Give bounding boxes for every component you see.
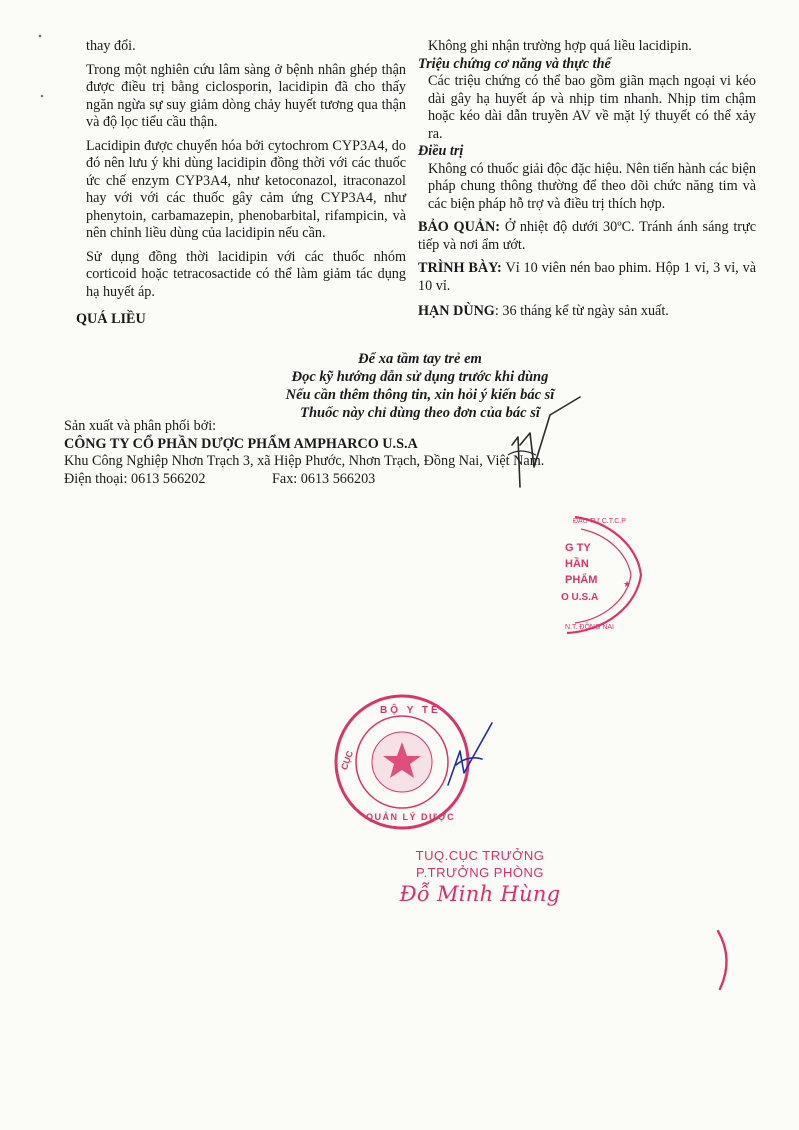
stamp-line-2: HẦN (565, 558, 589, 570)
fax-number: Fax: 0613 566203 (272, 470, 376, 487)
expiry-label: HẠN DÙNG (418, 303, 495, 319)
presentation-label: TRÌNH BÀY: (418, 260, 502, 276)
official-title-2: P.TRƯỞNG PHÒNG (416, 865, 544, 880)
stamp-ring-bottom: N.T. ĐỒNG NAI (565, 624, 615, 631)
company-stamp (545, 505, 655, 640)
overdose-text: Không ghi nhận trường hợp quá liều lacidipin. (428, 38, 692, 54)
company-address: Khu Công Nghiệp Nhơn Trạch 3, xã Hiệp Phước, Nhơn Trạch, Đồng Nai, Việt Nam. (64, 453, 545, 469)
presentation-text: Vỉ 10 viên nén bao phim. Hộp 1 vỉ, 3 vỉ, và 10 vỉ. (418, 260, 757, 294)
storage-text: Ở nhiệt độ dưới 30ºC. Tránh ánh sáng trực tiếp và nơi ẩm ướt. (418, 219, 757, 253)
official-signature-mark (438, 715, 498, 795)
treatment-heading: Điều trị (418, 143, 464, 159)
cyp3a4-paragraph: Lacidipin được chuyển hóa bởi cytochrom CYP3A4, do đó nên lưu ý khi dùng lacidipin đồng thời với các thuốc ức chế enzym CYP3A4, như ketoconazol, itraconazol hay với với các thuốc gây cảm ứng CYP3A4, như phenytoin, carbamazepin, phenobarbital, rifampicin, và nên chỉnh liều dùng của lacidipin nếu cần. (86, 137, 406, 241)
margin-marks (30, 30, 50, 110)
symptoms-heading: Triệu chứng cơ năng và thực thể (418, 55, 611, 72)
overdose-heading: QUÁ LIỀU (76, 311, 146, 327)
interaction-text-end: thay đổi. (86, 38, 136, 54)
symptoms-text: Các triệu chứng có thể bao gồm giãn mạch ngoại vi kéo dài gây hạ huyết áp và nhịp tim nhanh. Nhịp tim chậm hoặc kéo dài dẫn truyền AV về mặt lý thuyết có thể xảy ra. (428, 73, 756, 142)
left-column (76, 38, 406, 335)
warning-prescription-only: Thuốc này chỉ dùng theo đơn của bác sĩ (300, 405, 540, 421)
corticoid-paragraph: Sử dụng đồng thời lacidipin với các thuốc nhóm corticoid hoặc tetracosactide có thể làm giảm tác dụng hạ huyết áp. (86, 248, 406, 300)
stamp-line-1: G TY (565, 542, 591, 554)
ciclosporin-paragraph: Trong một nghiên cứu lâm sàng ở bệnh nhân ghép thận được điều trị bằng ciclosporin, lacidipin đã cho thấy ngăn ngừa sự suy giảm dòng chảy huyết tương qua thận và độ lọc tiểu cầu thận. (86, 61, 406, 130)
official-block (390, 848, 570, 906)
ministry-ring-left: CỤC (338, 749, 356, 772)
expiry-text: : 36 tháng kể từ ngày sản xuất. (494, 303, 669, 319)
expiry-section (418, 303, 756, 321)
warning-ask-doctor: Nếu cần thêm thông tin, xin hỏi ý kiến bác sĩ (285, 387, 555, 403)
official-name: Đỗ Minh Hùng (399, 882, 561, 906)
phone-number: Điện thoại: 0613 566202 (64, 470, 206, 487)
warning-children: Để xa tầm tay trẻ em (358, 351, 482, 367)
treatment-text: Không có thuốc giải độc đặc hiệu. Nên tiến hành các biện pháp chung thông thường để theo dõi chức năng tim và các biện pháp hỗ trợ và điều trị thích hợp. (428, 160, 756, 212)
stamp-line-4: O U.S.A (561, 592, 599, 603)
storage-section (418, 219, 756, 254)
presentation-section (418, 260, 756, 295)
ministry-ring-top: BỘ Y TẾ (380, 705, 441, 716)
warning-read-instructions: Đọc kỹ hướng dẫn sử dụng trước khi dùng (291, 369, 549, 385)
right-column (418, 38, 756, 327)
stamp-ring-top: ĐẦU TƯ C.T.C.P (573, 518, 626, 525)
manufacturer-signature (490, 395, 590, 500)
edge-mark (700, 925, 740, 995)
manufacturer-label: Sản xuất và phân phối bởi: (64, 418, 217, 434)
official-title-1: TUQ.CỤC TRƯỞNG (415, 848, 545, 863)
ministry-ring-bottom: QUẢN LÝ DƯỢC (366, 812, 456, 822)
storage-label: BẢO QUẢN: (418, 219, 501, 235)
company-name: CÔNG TY CỔ PHẦN DƯỢC PHẨM AMPHARCO U.S.A (64, 435, 418, 452)
star-icon: ★ (623, 579, 632, 589)
stamp-line-3: PHẨM (565, 574, 598, 586)
